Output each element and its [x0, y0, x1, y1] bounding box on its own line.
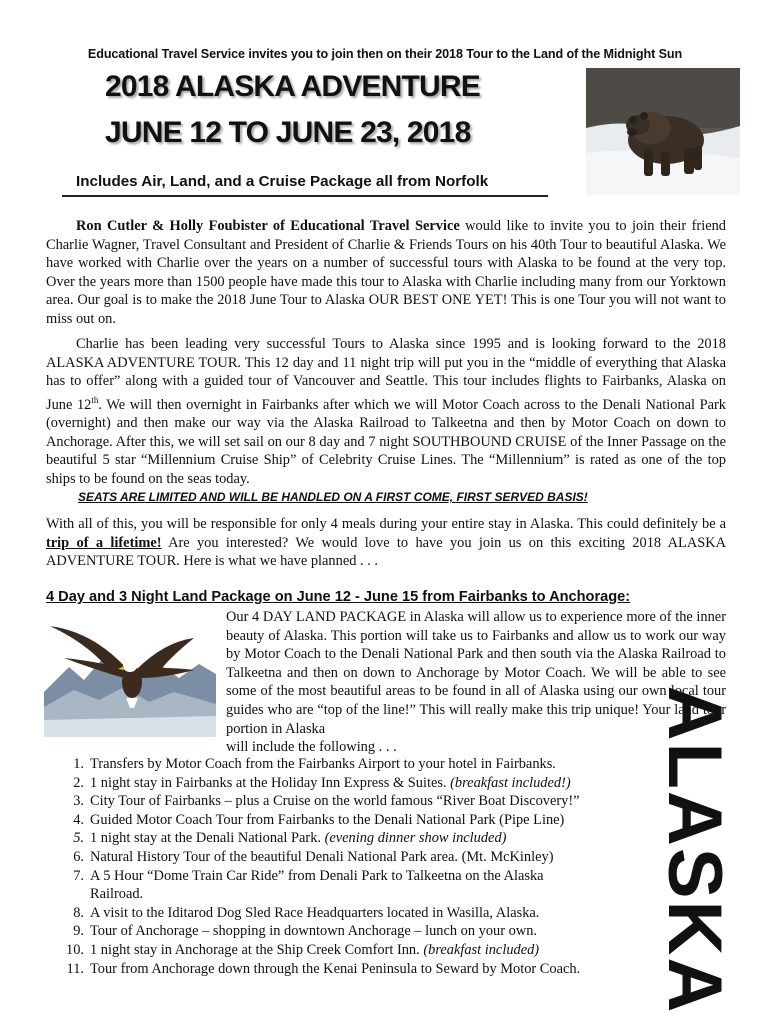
itinerary-list: [46, 755, 646, 978]
tour-description-paragraph: [46, 335, 726, 489]
list-item: 5. 1 night stay at the Denali National Park. (evening dinner show included): [73, 830, 507, 847]
list-item: 11. Tour from Anchorage down through the Kenai Peninsula to Seward by Motor Coach.: [66, 960, 581, 977]
tour-desc-part1: Charlie has been leading very successful Tours to Alaska since 1995 and is looking forward to the 2018 ALASKA ADVENTURE TOUR. This 12 day and 11 night trip will put you in the “middle of everything that Alaska has to offer” along with a guided tour of Vancouver and Seattle. This tour includes flights to Fairbanks, Alaska on June 12: [46, 336, 726, 413]
tour-desc-part2: . We will then overnight in Fairbanks after which we will Motor Coach across to the Denali National Park (overnight) and then make our way via the Alaska Railroad to Talkeetna and then by Motor Coach on down to Anchorage. After this, we will set sail on our 8 day and 7 night SOUTHBOUND CRUISE of the Inner Passage on the beautiful 5 star “Millennium Cruise Ship” of Celebrity Cruise Lines. The “Millennium” is rated as one of the top ships to be found on the seas today.: [46, 396, 726, 487]
list-item: 2. 1 night stay in Fairbanks at the Holiday Inn Express & Suites. (breakfast included!): [73, 774, 571, 791]
grizzly-bear-photo: [586, 68, 740, 195]
list-item: 8. A visit to the Iditarod Dog Sled Race Headquarters located in Wasilla, Alaska.: [73, 904, 540, 921]
land-package-body: Our 4 DAY LAND PACKAGE in Alaska will allow us to experience more of the inner beauty of Alaska. This portion will take us to Fairbanks and allow us to work our way by Motor Coach to the Denali National Park and then south via the Alaska Railroad to Talkeetna and then on down to Anchorage by Motor Coach. We will be able to see some of the most beautiful areas to be found in all of Alaska using our own local tour guides who are “top of the line!” This will really make this trip unique! Your land tour portion in Alaska: [226, 609, 726, 737]
list-item: 1. Transfers by Motor Coach from the Fairbanks Airport to your hotel in Fairbanks.: [73, 756, 556, 772]
list-item: 4. Guided Motor Coach Tour from Fairbanks to the Denali National Park (Pipe Line): [73, 811, 565, 828]
land-package-body-last: will include the following . . .: [226, 739, 397, 756]
page-title-dates: JUNE 12 TO JUNE 23, 2018: [105, 116, 471, 149]
tagline: Educational Travel Service invites you to join then on their 2018 Tour to the Land of the Midnight Sun: [87, 47, 683, 61]
land-package-heading: 4 Day and 3 Night Land Package on June 12 - June 15 from Fairbanks to Anchorage:: [46, 589, 631, 605]
list-item: 10. 1 night stay in Anchorage at the Ship Creek Comfort Inn. (breakfast included): [66, 941, 540, 958]
alaska-banner-text: ALASKA: [652, 685, 737, 1015]
title-rule: [62, 195, 548, 197]
meals-part1: With all of this, you will be responsible for only 4 meals during your entire stay in Alaska. This could definitely be a: [46, 516, 726, 532]
intro-paragraph: [46, 217, 726, 329]
intro-lead: Ron Cutler & Holly Foubister of Educational Travel Service: [76, 218, 460, 234]
tour-desc-sup: th: [91, 394, 99, 405]
meals-paragraph: [46, 515, 726, 571]
intro-rest: would like to invite you to join their friend Charlie Wagner, Travel Consultant and President of Charlie & Friends Tours on his 40th Tour to beautiful Alaska. We have worked with Charlie over the years on a number of successful tours with Alaska to be found at the very top. Over the years more than 1500 people have made this tour to Alaska with Charlie including many from our Yorktown area. Our goal is to make the 2018 June Tour to Alaska OUR BEST ONE YET! This is one Tour you will not want to miss out on.: [46, 218, 726, 327]
page-title: 2018 ALASKA ADVENTURE: [105, 70, 480, 103]
meals-part2: Are you interested? We would love to have you join us on this exciting 2018 ALASKA ADVENTURE TOUR. Here is what we have planned . . .: [46, 534, 727, 570]
list-item: 9. Tour of Anchorage – shopping in downtown Anchorage – lunch on your own.: [73, 923, 538, 940]
seats-limited-notice: SEATS ARE LIMITED AND WILL BE HANDLED ON A FIRST COME, FIRST SERVED BASIS!: [78, 490, 588, 504]
alaska-side-banner: [650, 685, 737, 1015]
list-item: 6. Natural History Tour of the beautiful Denali National Park area. (Mt. McKinley): [73, 848, 554, 865]
list-item: 7. A 5 Hour “Dome Train Car Ride” from Denali Park to Talkeetna on the Alaska Railroad.: [73, 867, 544, 903]
subtitle: Includes Air, Land, and a Cruise Package all from Norfolk: [76, 173, 489, 190]
trip-of-a-lifetime: trip of a lifetime!: [46, 534, 162, 551]
bald-eagle-photo: [44, 612, 216, 737]
land-package-paragraph: [226, 608, 726, 757]
list-item: 3. City Tour of Fairbanks – plus a Cruise on the world famous “River Boat Discovery!”: [73, 793, 580, 810]
